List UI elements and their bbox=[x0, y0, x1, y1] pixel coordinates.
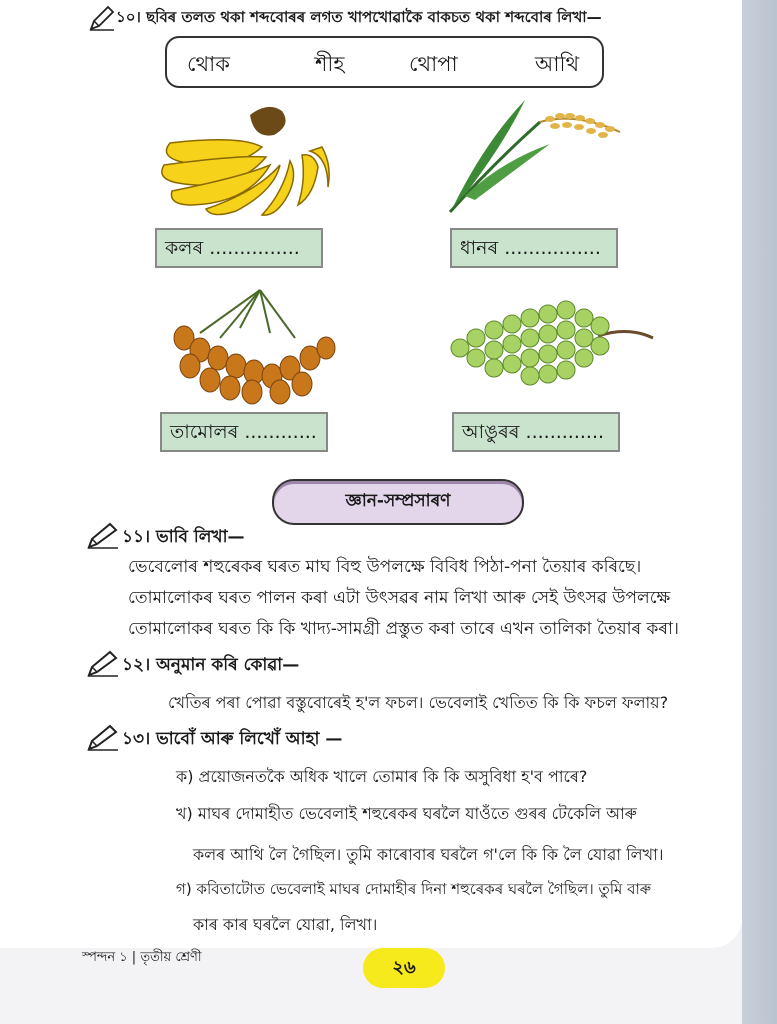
question-13-item-kha: খ) মাঘৰ দোমাহীত ভেবেলাই শহুৰেকৰ ঘৰলৈ যাওঁতে গুৰৰ টেকেলি আৰু bbox=[176, 804, 637, 823]
question-13-title: ১৩। ভাবোঁ আৰু লিখোঁ আহা — bbox=[122, 729, 343, 749]
question-13-item-kha-cont: কলৰ আথি লৈ গৈছিল। তুমি কাৰোবাৰ ঘৰলৈ গ'লে কি কি লৈ যোৱা লিখা। bbox=[193, 845, 664, 864]
question-10-title: ১০। ছবিৰ তলত থকা শব্দবোৰৰ লগত খাপখোৱাকৈ বাকচত থকা শব্দবোৰ লিখা— bbox=[116, 8, 602, 26]
pencil-icon bbox=[86, 724, 120, 752]
pencil-icon bbox=[88, 4, 116, 32]
answer-box-paddy[interactable]: ধানৰ ................ bbox=[450, 228, 618, 268]
word-bank-item: থোপা bbox=[409, 52, 458, 76]
answer-box-banana[interactable]: কলৰ ............... bbox=[155, 228, 323, 268]
question-13-item-ka: ক) প্ৰয়োজনতকৈ অধিক খালে তোমাৰ কি কি অসুবিধা হ'ব পাৰে? bbox=[176, 767, 588, 786]
pencil-icon bbox=[86, 522, 120, 550]
answer-box-grapes[interactable]: আঙুৰৰ ............. bbox=[452, 412, 620, 452]
question-11-title: ১১। ভাবি লিখা— bbox=[122, 527, 245, 547]
section-heading: জ্ঞান-সম্প্রসাৰণ bbox=[272, 479, 524, 525]
word-bank-item: শীহ bbox=[315, 52, 345, 76]
question-12-title: ১২। অনুমান কৰি কোৱা— bbox=[122, 655, 300, 675]
question-13-item-ga-cont: কাৰ কাৰ ঘৰলৈ যোৱা, লিখা। bbox=[193, 915, 378, 934]
question-13-item-ga: গ) কবিতাটোত ভেবেলাই মাঘৰ দোমাহীৰ দিনা শহুৰেকৰ ঘৰলৈ গৈছিল। তুমি বাৰু bbox=[176, 880, 652, 898]
paddy-sheaf-image bbox=[445, 92, 625, 217]
question-12-text: খেতিৰ পৰা পোৱা বস্তুবোৰেই হ'ল ফচল। ভেবেলাই খেতিত কি কি ফচল ফলায়? bbox=[168, 693, 669, 712]
pencil-icon bbox=[86, 650, 120, 678]
question-11-line: তোমালোকৰ ঘৰত কি কি খাদ্য-সামগ্ৰী প্ৰস্তুত কৰা তাৰে এখন তালিকা তৈয়াৰ কৰা। bbox=[128, 619, 679, 639]
page-number-badge: ২৬ bbox=[363, 948, 445, 988]
banana-bunch-image bbox=[150, 95, 335, 220]
word-bank-item: থোক bbox=[187, 52, 230, 76]
grape-bunch-image bbox=[448, 296, 656, 388]
answer-box-areca-nut[interactable]: তামোলৰ ............ bbox=[160, 412, 328, 452]
word-bank bbox=[165, 36, 604, 88]
book-footer: স্পন্দন ১ | তৃতীয় শ্ৰেণী bbox=[82, 950, 202, 965]
question-11-line: ভেবেলোৰ শহুৰেকৰ ঘৰত মাঘ বিহু উপলক্ষে বিবিধ পিঠা-পনা তৈয়াৰ কৰিছে। bbox=[128, 557, 642, 577]
areca-nut-bunch-image bbox=[160, 288, 340, 406]
word-bank-item: আথি bbox=[535, 52, 580, 76]
question-11-line: তোমালোকৰ ঘৰত পালন কৰা এটা উৎসৱৰ নাম লিখা আৰু সেই উৎসৱ উপলক্ষে bbox=[128, 588, 671, 608]
